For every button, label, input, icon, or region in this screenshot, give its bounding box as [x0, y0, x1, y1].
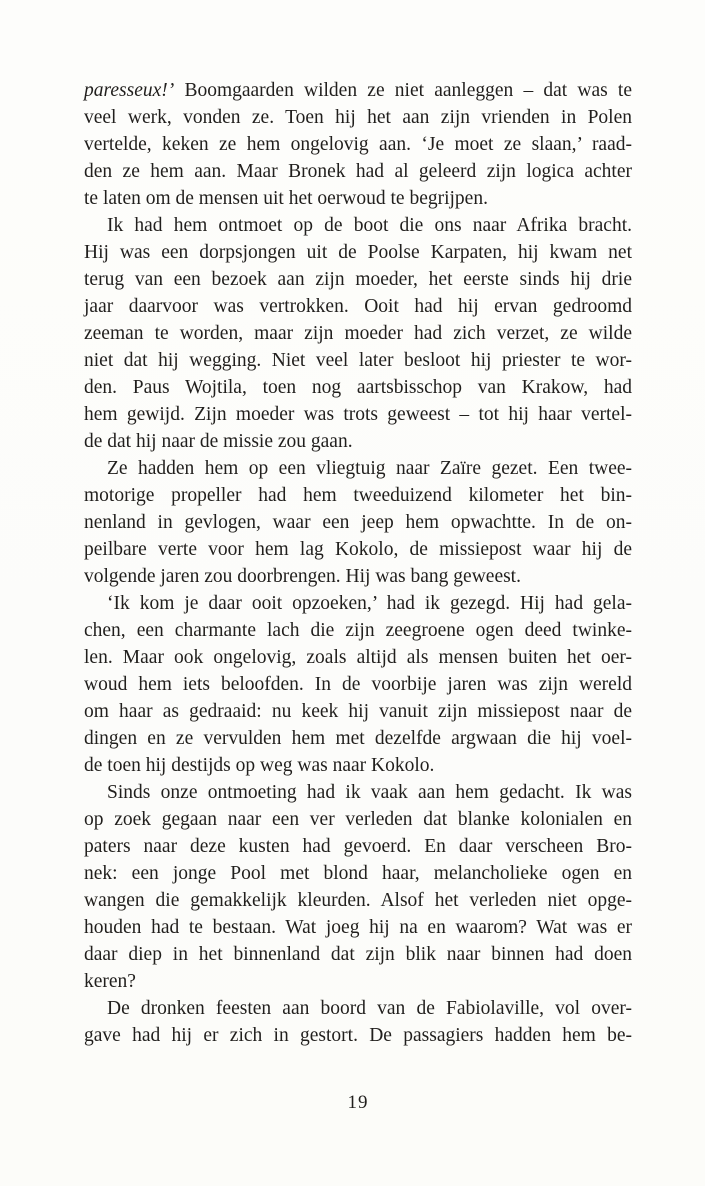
text-line: jaar daarvoor was vertrokken. Ooit had hij ervan gedroomd: [84, 296, 632, 317]
paragraph: [84, 455, 632, 590]
text-line: volgende jaren zou doorbrengen. Hij was bang geweest.: [84, 566, 521, 587]
paragraph: [84, 212, 632, 455]
text-line: wangen die gemakkelijk kleurden. Alsof het verleden niet opge-: [84, 890, 632, 911]
text-line: dingen en ze vervulden hem met dezelfde argwaan die hij voel-: [84, 728, 632, 749]
text-line: zeeman te worden, maar zijn moeder had zich verzet, ze wilde: [84, 323, 632, 344]
paragraph: [84, 779, 632, 995]
text-line: gave had hij er zich in gestort. De passagiers hadden hem be-: [84, 1025, 632, 1046]
text-line: niet dat hij wegging. Niet veel later besloot hij priester te wor-: [84, 350, 632, 371]
text-line: houden had te bestaan. Wat joeg hij na en waarom? Wat was er: [84, 917, 632, 938]
text-line: De dronken feesten aan boord van de Fabiolaville, vol over-: [107, 998, 632, 1019]
text-line: woud hem iets beloofden. In de voorbije jaren was zijn wereld: [84, 674, 632, 695]
text-line: keren?: [84, 971, 136, 992]
text-line: terug van een bezoek aan zijn moeder, het eerste sinds hij drie: [84, 269, 632, 290]
text-segment: Boomgaarden wilden ze niet aanleggen – dat was te: [174, 80, 632, 101]
text-line: chen, een charmante lach die zijn zeegroene ogen deed twinke-: [84, 620, 632, 641]
text-line: [84, 77, 632, 104]
text-line: de dat hij naar de missie zou gaan.: [84, 431, 353, 452]
text-line: de toen hij destijds op weg was naar Kokolo.: [84, 755, 435, 776]
text-line: peilbare verte voor hem lag Kokolo, de missiepost waar hij de: [84, 539, 632, 560]
text-line: Ik had hem ontmoet op de boot die ons naar Afrika bracht.: [107, 215, 632, 236]
text-line: nek: een jonge Pool met blond haar, melancholieke ogen en: [84, 863, 632, 884]
text-line: hem gewijd. Zijn moeder was trots geweest – tot hij haar vertel-: [84, 404, 632, 425]
page-number: 19: [347, 1092, 369, 1113]
text-line: len. Maar ook ongelovig, zoals altijd als mensen buiten het oer-: [84, 647, 632, 668]
italic-text: paresseux!’: [84, 80, 175, 101]
text-line: ‘Ik kom je daar ooit opzoeken,’ had ik gezegd. Hij had gela-: [107, 593, 632, 614]
text-line: om haar as gedraaid: nu keek hij vanuit zijn missiepost naar de: [84, 701, 632, 722]
text-line: op zoek gegaan naar een ver verleden dat blanke kolonialen en: [84, 809, 632, 830]
text-block: [84, 77, 632, 1049]
text-line: nenland in gevlogen, waar een jeep hem opwachtte. In de on-: [84, 512, 632, 533]
text-line: motorige propeller had hem tweeduizend kilometer het bin-: [84, 485, 632, 506]
text-line: daar diep in het binnenland dat zijn blik naar binnen had doen: [84, 944, 632, 965]
paragraph: [84, 590, 632, 779]
text-line: Sinds onze ontmoeting had ik vaak aan hem gedacht. Ik was: [107, 782, 632, 803]
text-line: den. Paus Wojtila, toen nog aartsbisschop van Krakow, had: [84, 377, 632, 398]
text-line: den ze hem aan. Maar Bronek had al geleerd zijn logica achter: [84, 161, 632, 182]
paragraph: [84, 995, 632, 1049]
text-line: vertelde, keken ze hem ongelovig aan. ‘Je moet ze slaan,’ raad-: [84, 134, 632, 155]
text-line: Hij was een dorpsjongen uit de Poolse Karpaten, hij kwam net: [84, 242, 632, 263]
text-line: veel werk, vonden ze. Toen hij het aan zijn vrienden in Polen: [84, 107, 632, 128]
text-line: Ze hadden hem op een vliegtuig naar Zaïre gezet. Een twee-: [107, 458, 632, 479]
paragraph: [84, 77, 632, 212]
text-line: paters naar deze kusten had gevoerd. En daar verscheen Bro-: [84, 836, 632, 857]
text-line: te laten om de mensen uit het oerwoud te begrijpen.: [84, 188, 488, 209]
